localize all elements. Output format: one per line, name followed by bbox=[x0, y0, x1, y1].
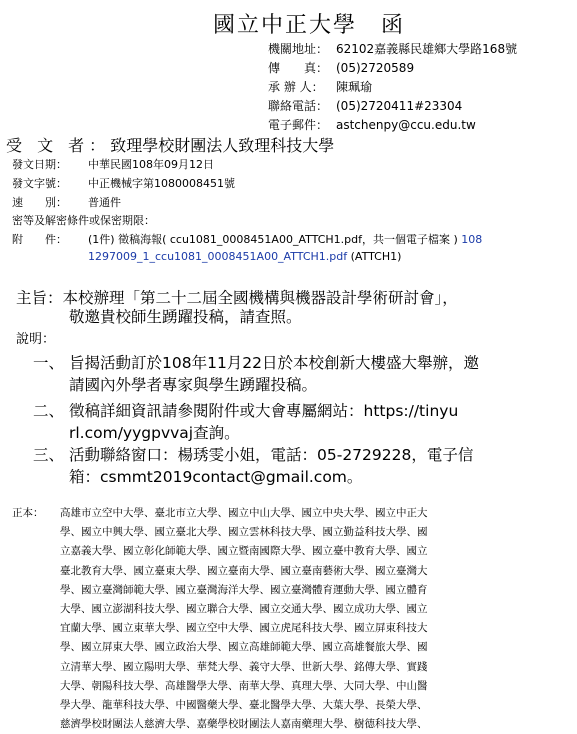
speed-label: 速 別： bbox=[12, 196, 67, 209]
speed-row bbox=[12, 195, 121, 210]
distribution-line: 學、國立屏東大學、國立政治大學、國立高雄師範大學、國立高雄餐旅大學、國 bbox=[60, 641, 428, 654]
address-label: 機關地址： bbox=[268, 42, 329, 56]
attachment-desc: (1件) 徵稿海報( ccu1081_0008451A00_ATTCH1.pdf，共一個電子檔案 ) bbox=[88, 233, 462, 246]
distribution-line: 慈濟學校財團法人慈濟大學、嘉藥學校財團法人嘉南藥理大學、樹德科技大學、 bbox=[60, 718, 428, 731]
address-row bbox=[268, 40, 517, 58]
distribution-label: 正本： bbox=[12, 507, 44, 519]
attachment-row-2 bbox=[88, 249, 401, 264]
attachment-suffix: (ATTCH1) bbox=[347, 250, 402, 263]
phone-value: (05)2720411#23304 bbox=[336, 99, 463, 113]
explanation-item-2-num: 二、 bbox=[33, 402, 65, 420]
explanation-item-1-line-1: 旨揭活動訂於108年11月22日於本校創新大樓盛大舉辦，邀 bbox=[69, 354, 480, 372]
date-label: 發文日期： bbox=[12, 158, 67, 171]
number-label: 發文字號： bbox=[12, 177, 67, 190]
date-value: 中華民國108年09月12日 bbox=[88, 158, 214, 171]
attachment-link-part2[interactable]: 1297009_1_ccu1081_0008451A00_ATTCH1.pdf bbox=[88, 250, 348, 263]
explanation-label: 說明： bbox=[16, 332, 56, 347]
number-row bbox=[12, 176, 235, 191]
explanation-item-3-line-1: 活動聯絡窗口：楊琇雯小姐，電話：05-2729228，電子信 bbox=[69, 446, 474, 464]
explanation-item-3-num: 三、 bbox=[33, 446, 65, 464]
explanation-item-1-line-2: 請國內外學者專家與學生踴躍投稿。 bbox=[69, 376, 318, 394]
distribution-line: 大學、朝陽科技大學、高雄醫學大學、南華大學、真理大學、大同大學、中山醫 bbox=[60, 679, 428, 692]
subject-line-2: 敬邀貴校師生踴躍投稿，請查照。 bbox=[69, 308, 302, 326]
handler-value: 陳珮瑜 bbox=[336, 80, 373, 94]
recipient-line bbox=[6, 133, 334, 156]
distribution-line: 大學、國立澎湖科技大學、國立聯合大學、國立交通大學、國立成功大學、國立 bbox=[60, 603, 428, 615]
distribution-line: 立清華大學、國立陽明大學、華梵大學、義守大學、世新大學、銘傳大學、實踐 bbox=[60, 660, 428, 673]
fax-label: 傳 真： bbox=[268, 61, 329, 75]
attachment-label: 附 件： bbox=[12, 233, 67, 246]
speed-value: 普通件 bbox=[88, 196, 121, 209]
date-row bbox=[12, 157, 214, 172]
distribution-line: 臺北教育大學、國立臺東大學、國立臺南大學、國立臺南藝術大學、國立臺灣大 bbox=[60, 564, 428, 577]
distribution-line: 學、國立臺灣師範大學、國立臺灣海洋大學、國立臺灣體育運動大學、國立體育 bbox=[60, 583, 428, 596]
distribution-line: 學大學、龍華科技大學、中國醫藥大學、臺北醫學大學、大葉大學、長榮大學、 bbox=[60, 699, 428, 711]
fax-row bbox=[268, 59, 414, 77]
phone-label: 聯絡電話： bbox=[268, 99, 329, 113]
distribution-line: 高雄市立空中大學、臺北市立大學、國立中山大學、國立中央大學、國立中正大 bbox=[60, 507, 428, 519]
address-value: 62102嘉義縣民雄鄉大學路168號 bbox=[336, 42, 518, 56]
handler-row bbox=[268, 78, 372, 96]
subject-line-1: 主旨：本校辦理「第二十二屆全國機構與機器設計學術研討會」， bbox=[16, 289, 458, 307]
email-row bbox=[268, 116, 476, 134]
secret-row bbox=[12, 213, 155, 228]
number-value: 中正機械字第1080008451號 bbox=[88, 177, 235, 190]
explanation-item-1-num: 一、 bbox=[33, 354, 65, 372]
secret-label: 密等及解密條件或保密期限： bbox=[12, 214, 155, 227]
recipient-label: 受 文 者： bbox=[6, 136, 111, 155]
document-title: 國立中正大學 函 bbox=[213, 13, 406, 38]
handler-label: 承 辦 人： bbox=[268, 80, 324, 94]
distribution-line: 立嘉義大學、國立彰化師範大學、國立暨南國際大學、國立臺中教育大學、國立 bbox=[60, 545, 428, 558]
fax-value: (05)2720589 bbox=[336, 61, 415, 75]
email-label: 電子郵件： bbox=[268, 118, 329, 132]
email-value: astchenpy@ccu.edu.tw bbox=[336, 118, 476, 132]
attachment-link-part1[interactable]: 108 bbox=[461, 233, 483, 246]
explanation-item-2-line-2: rl.com/yygpvvaj查詢。 bbox=[69, 424, 240, 442]
phone-row bbox=[268, 97, 462, 115]
explanation-item-2-line-1: 徵稿詳細資訊請參閱附件或大會專屬網站：https://tinyu bbox=[69, 402, 459, 420]
distribution-line: 宜蘭大學、國立東華大學、國立空中大學、國立虎尾科技大學、國立屏東科技大 bbox=[60, 622, 428, 635]
recipient-name: 致理學校財團法人致理科技大學 bbox=[110, 136, 335, 155]
explanation-item-3-line-2: 箱：csmmt2019contact@gmail.com。 bbox=[69, 468, 363, 486]
attachment-row bbox=[12, 232, 482, 247]
distribution-line: 學、國立中興大學、國立臺北大學、國立雲林科技大學、國立勤益科技大學、國 bbox=[60, 526, 428, 539]
